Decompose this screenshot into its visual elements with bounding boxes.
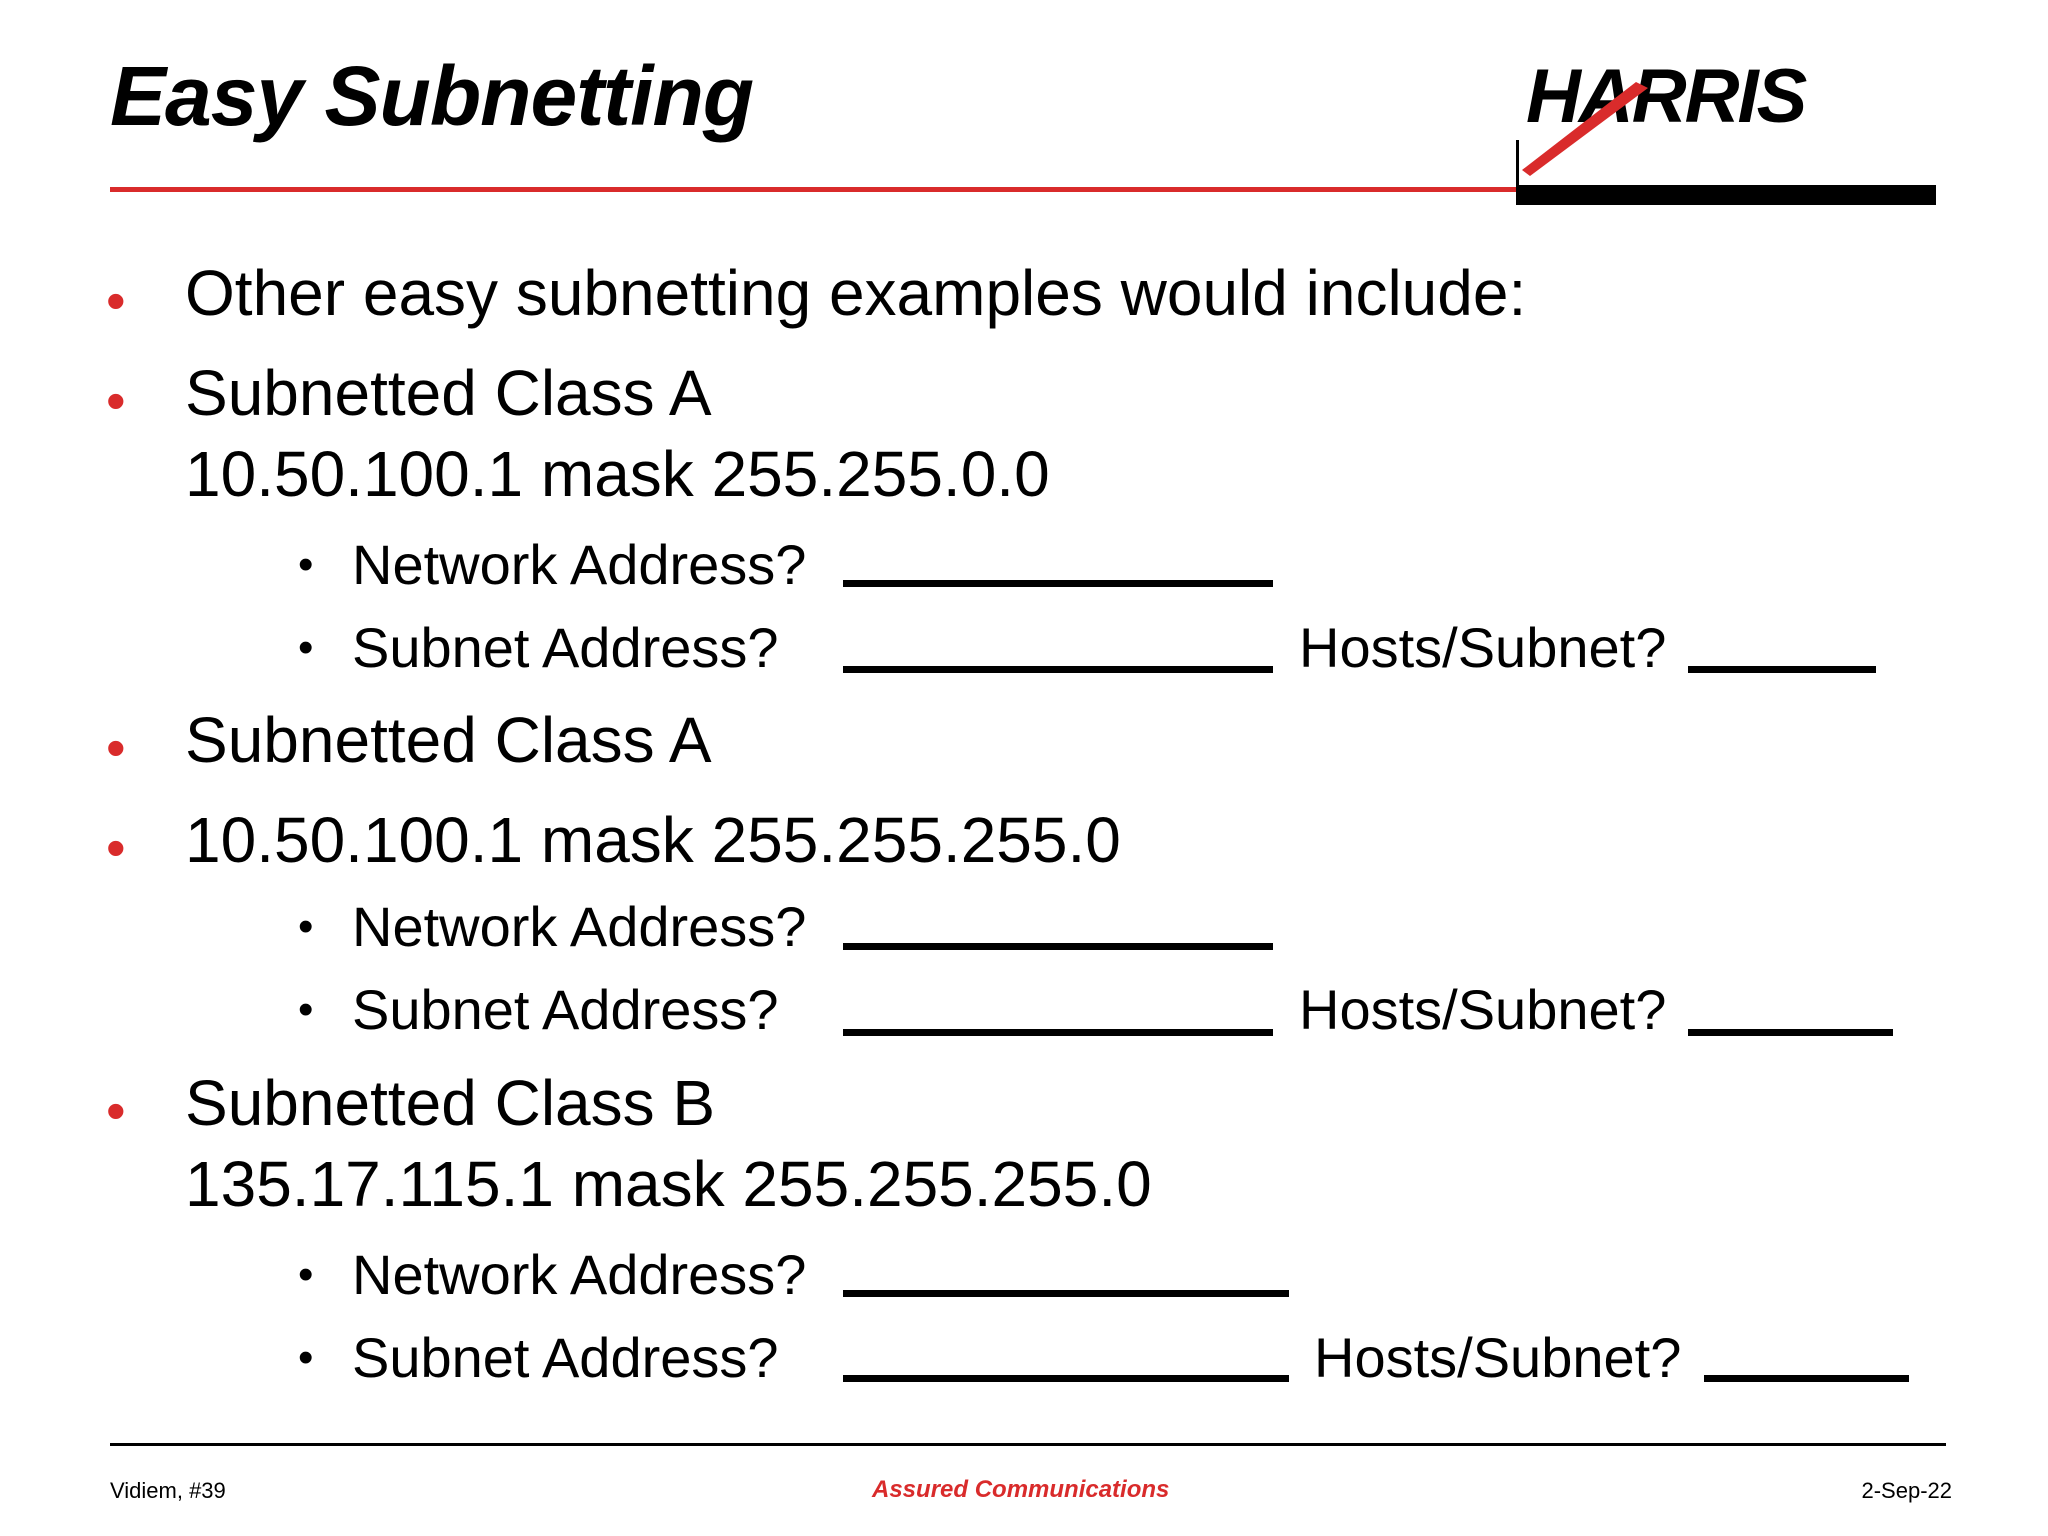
- example1-hosts-blank: [1688, 666, 1876, 673]
- bullet-icon: •: [106, 269, 126, 332]
- sub-bullet-icon: •: [298, 1250, 314, 1299]
- footer-date: 2-Sep-22: [1861, 1478, 1952, 1503]
- example2-network-blank: [843, 943, 1273, 950]
- example3-address: 135.17.115.1 mask 255.255.255.0: [185, 1148, 1152, 1220]
- example3-heading: Subnetted Class B: [185, 1067, 716, 1139]
- example2-address: 10.50.100.1 mask 255.255.255.0: [185, 804, 1121, 876]
- example2-hosts-label: Hosts/Subnet?: [1299, 978, 1667, 1041]
- example1-heading: Subnetted Class A: [185, 357, 712, 429]
- sub-bullet-icon: •: [298, 1333, 314, 1382]
- sub-bullet-icon: •: [298, 985, 314, 1034]
- example2-heading: Subnetted Class A: [185, 704, 712, 776]
- footer-divider: [110, 1443, 1946, 1446]
- example2-subnet-label: Subnet Address?: [352, 978, 779, 1041]
- title-divider: [110, 187, 1520, 192]
- bullet-icon: •: [106, 369, 126, 432]
- example1-network-label: Network Address?: [352, 533, 807, 596]
- example2-subnet-blank: [843, 1029, 1273, 1036]
- intro-text: Other easy subnetting examples would include:: [185, 257, 1527, 329]
- footer-slide-number: Vidiem, #39: [110, 1478, 226, 1503]
- bullet-icon: •: [106, 1079, 126, 1142]
- example3-network-label: Network Address?: [352, 1243, 807, 1306]
- bullet-icon: •: [106, 816, 126, 879]
- example3-subnet-label: Subnet Address?: [352, 1326, 779, 1389]
- example3-subnet-blank: [843, 1375, 1289, 1382]
- logo-text: HARRIS: [1526, 54, 1806, 139]
- example3-hosts-label: Hosts/Subnet?: [1314, 1326, 1682, 1389]
- sub-bullet-icon: •: [298, 623, 314, 672]
- logo-tick: [1516, 140, 1519, 190]
- example1-subnet-blank: [843, 666, 1273, 673]
- example3-network-blank: [843, 1290, 1289, 1297]
- bullet-icon: •: [106, 716, 126, 779]
- page-title: Easy Subnetting: [110, 49, 754, 143]
- example2-network-label: Network Address?: [352, 895, 807, 958]
- example2-hosts-blank: [1688, 1029, 1893, 1036]
- sub-bullet-icon: •: [298, 902, 314, 951]
- example1-network-blank: [843, 580, 1273, 587]
- title-divider-bar: [1516, 185, 1936, 205]
- footer-tagline: Assured Communications: [872, 1476, 1170, 1503]
- harris-logo-icon: [1516, 52, 1936, 182]
- example3-hosts-blank: [1704, 1375, 1909, 1382]
- example1-address: 10.50.100.1 mask 255.255.0.0: [185, 438, 1050, 510]
- example1-hosts-label: Hosts/Subnet?: [1299, 616, 1667, 679]
- sub-bullet-icon: •: [298, 540, 314, 589]
- example1-subnet-label: Subnet Address?: [352, 616, 779, 679]
